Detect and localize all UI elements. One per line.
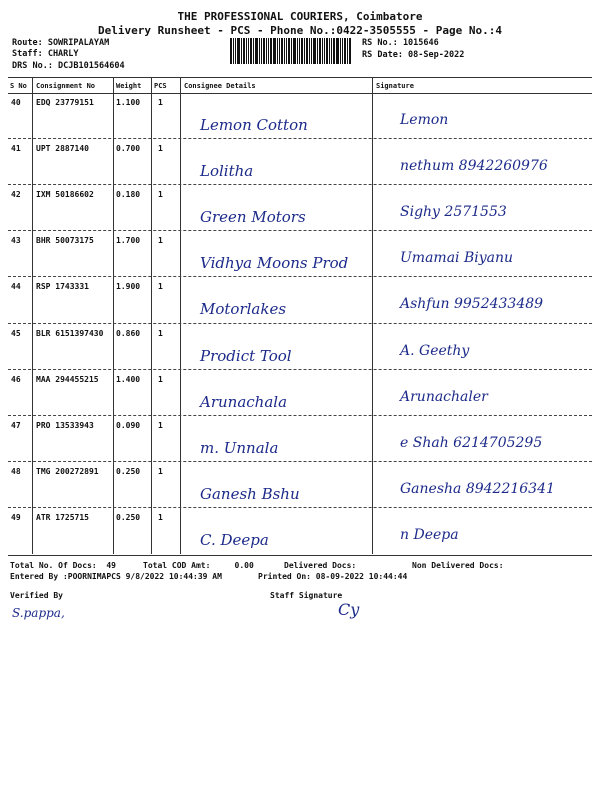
- row-pcs: 1: [158, 328, 163, 338]
- row-weight: 0.860: [116, 328, 141, 338]
- barcode-bar: [279, 38, 280, 64]
- column-divider: [151, 78, 152, 554]
- row-consignee-handwriting: Vidhya Moons Prod: [200, 254, 349, 273]
- total-docs: Total No. Of Docs: 49: [10, 561, 116, 570]
- barcode-bar: [237, 38, 240, 64]
- row-sno: 43: [11, 236, 21, 246]
- row-consignment-no: BHR 50073175: [36, 236, 94, 246]
- row-separator: [8, 230, 592, 231]
- barcode-bar: [324, 38, 325, 64]
- row-weight: 1.700: [116, 236, 141, 246]
- column-divider: [180, 78, 181, 554]
- row-weight: 1.900: [116, 282, 141, 292]
- barcode-bar: [253, 38, 254, 64]
- runsheet-subtitle: Delivery Runsheet - PCS - Phone No.:0422-3505555 - Page No.:4: [98, 24, 502, 37]
- row-consignment-no: TMG 200272891: [36, 466, 99, 476]
- barcode-bar: [297, 38, 298, 64]
- col-header-consignment: Consignment No: [36, 82, 96, 90]
- barcode-bar: [255, 38, 258, 64]
- barcode-bar: [331, 38, 332, 64]
- barcode-bar: [241, 38, 242, 64]
- row-separator: [8, 415, 592, 416]
- barcode-bar: [304, 38, 305, 64]
- barcode-bar: [313, 38, 316, 64]
- row-consignee-handwriting: m. Unnala: [200, 438, 279, 457]
- row-consignment-no: ATR 1725715: [36, 512, 89, 522]
- row-signature-handwriting: e Shah 6214705295: [400, 434, 543, 451]
- printed-on: Printed On: 08-09-2022 10:44:44: [258, 572, 408, 581]
- row-consignment-no: EDQ 23779151: [36, 98, 94, 107]
- row-separator: [8, 276, 592, 277]
- barcode-bar: [340, 38, 341, 64]
- row-consignee-handwriting: Ganesh Bshu: [200, 484, 300, 503]
- barcode-bar: [333, 38, 335, 64]
- total-cod: Total COD Amt: 0.00: [143, 561, 254, 570]
- column-divider: [372, 78, 373, 554]
- row-weight: 1.400: [116, 374, 141, 384]
- row-pcs: 1: [158, 236, 163, 246]
- row-consignee-handwriting: Lemon Cotton: [200, 116, 308, 134]
- barcode-bar: [322, 38, 323, 64]
- barcode-bar: [284, 38, 285, 64]
- row-consignee-handwriting: Lolitha: [200, 162, 254, 181]
- barcode-bar: [319, 38, 321, 64]
- barcode-bar: [317, 38, 318, 64]
- row-weight: 0.180: [116, 190, 141, 200]
- row-signature-handwriting: n Deepa: [400, 526, 459, 543]
- row-signature-handwriting: Umamai Biyanu: [400, 250, 514, 267]
- row-consignment-no: MAA 294455215: [36, 374, 99, 384]
- drs-number: DRS No.: DCJB101564604: [12, 61, 125, 71]
- barcode-bar: [263, 38, 265, 64]
- row-consignment-no: IXM 50186602: [36, 190, 94, 200]
- row-signature-handwriting: Lemon: [400, 112, 449, 128]
- row-separator: [8, 138, 592, 139]
- column-divider: [32, 78, 33, 554]
- row-separator: [8, 461, 592, 462]
- barcode-bar: [306, 38, 308, 64]
- row-weight: 0.090: [116, 420, 141, 430]
- column-divider: [113, 78, 114, 554]
- col-header-pcs: PCS: [154, 82, 167, 90]
- barcode-bar: [273, 38, 276, 64]
- barcode-bar: [270, 38, 272, 64]
- barcode-bar: [286, 38, 287, 64]
- row-signature-handwriting: Ganesha 8942216341: [400, 480, 555, 497]
- row-separator: [8, 369, 592, 370]
- barcode: [230, 38, 355, 64]
- row-pcs: 1: [158, 98, 163, 107]
- verified-by-label: Verified By: [10, 591, 63, 600]
- barcode-bar: [342, 38, 343, 64]
- barcode-bar: [301, 38, 303, 64]
- barcode-bar: [288, 38, 290, 64]
- row-pcs: 1: [158, 144, 163, 154]
- row-sno: 47: [11, 420, 21, 430]
- row-weight: 0.250: [116, 466, 141, 476]
- row-pcs: 1: [158, 190, 163, 200]
- row-consignee-handwriting: Motorlakes: [200, 300, 287, 319]
- row-signature-handwriting: A. Geethy: [400, 342, 470, 359]
- delivered-docs: Delivered Docs:: [284, 561, 357, 570]
- row-sno: 45: [11, 328, 21, 338]
- row-pcs: 1: [158, 466, 163, 476]
- barcode-bar: [349, 38, 351, 64]
- barcode-bar: [230, 38, 232, 64]
- rs-date: RS Date: 08-Sep-2022: [362, 50, 465, 60]
- barcode-bar: [235, 38, 236, 64]
- row-pcs: 1: [158, 512, 163, 522]
- barcode-bar: [248, 38, 249, 64]
- barcode-bar: [268, 38, 269, 64]
- barcode-bar: [347, 38, 348, 64]
- barcode-bar: [233, 38, 234, 64]
- row-sno: 41: [11, 144, 21, 154]
- row-consignment-no: BLR 6151397430: [36, 328, 104, 338]
- barcode-bar: [326, 38, 328, 64]
- barcode-bar: [281, 38, 283, 64]
- barcode-bar: [299, 38, 300, 64]
- row-pcs: 1: [158, 374, 163, 384]
- row-sno: 42: [11, 190, 21, 200]
- barcode-bar: [246, 38, 247, 64]
- row-sno: 40: [11, 98, 21, 107]
- barcode-bar: [293, 38, 296, 64]
- barcode-bar: [259, 38, 260, 64]
- staff-signature: Cy: [338, 600, 360, 619]
- row-sno: 48: [11, 466, 21, 476]
- barcode-bar: [309, 38, 310, 64]
- row-consignee-handwriting: Green Motors: [200, 208, 306, 227]
- staff-signature-label: Staff Signature: [270, 591, 343, 600]
- barcode-bar: [266, 38, 267, 64]
- row-weight: 0.250: [116, 512, 141, 522]
- rs-number: RS No.: 1015646: [362, 38, 439, 48]
- table-header-rule: [8, 93, 592, 94]
- barcode-bar: [344, 38, 346, 64]
- row-consignment-no: PRO 13533943: [36, 420, 94, 430]
- col-header-consignee: Consignee Details: [184, 82, 256, 90]
- row-signature-handwriting: Ashfun 9952433489: [400, 296, 544, 313]
- row-sno: 44: [11, 282, 21, 292]
- row-consignee-handwriting: Arunachala: [200, 392, 288, 411]
- col-header-signature: Signature: [376, 82, 414, 90]
- row-signature-handwriting: nethum 8942260976: [400, 158, 548, 175]
- row-separator: [8, 323, 592, 324]
- barcode-bar: [311, 38, 312, 64]
- barcode-bar: [243, 38, 245, 64]
- row-sno: 46: [11, 374, 21, 384]
- barcode-bar: [261, 38, 262, 64]
- table-bottom-rule: [8, 555, 592, 556]
- barcode-bar: [329, 38, 330, 64]
- company-title: THE PROFESSIONAL COURIERS, Coimbatore: [177, 10, 423, 23]
- row-consignee-handwriting: C. Deepa: [200, 530, 269, 549]
- row-weight: 0.700: [116, 144, 141, 154]
- verifier-signature: S.pappa,: [12, 606, 65, 620]
- col-header-weight: Weight: [116, 82, 142, 90]
- row-separator: [8, 184, 592, 185]
- row-pcs: 1: [158, 420, 163, 430]
- barcode-bar: [291, 38, 292, 64]
- row-separator: [8, 507, 592, 508]
- row-consignment-no: RSP 1743331: [36, 282, 89, 292]
- col-header-sno: S No: [10, 82, 27, 90]
- row-consignee-handwriting: Prodict Tool: [200, 346, 292, 365]
- table-top-rule: [8, 77, 592, 78]
- row-consignment-no: UPT 2887140: [36, 144, 89, 154]
- row-signature-handwriting: Arunachaler: [400, 388, 488, 405]
- row-sno: 49: [11, 512, 21, 522]
- entered-by: Entered By :POORNIMAPCS 9/8/2022 10:44:39 AM: [10, 572, 222, 581]
- barcode-bar: [250, 38, 252, 64]
- row-pcs: 1: [158, 282, 163, 292]
- staff-label: Staff: CHARLY: [12, 49, 79, 59]
- non-delivered-docs: Non Delivered Docs:: [412, 561, 504, 570]
- barcode-bar: [336, 38, 339, 64]
- barcode-bar: [277, 38, 278, 64]
- row-weight: 1.100: [116, 98, 141, 107]
- row-signature-handwriting: Sighy 2571553: [400, 204, 507, 221]
- route-label: Route: SOWRIPALAYAM: [12, 38, 110, 48]
